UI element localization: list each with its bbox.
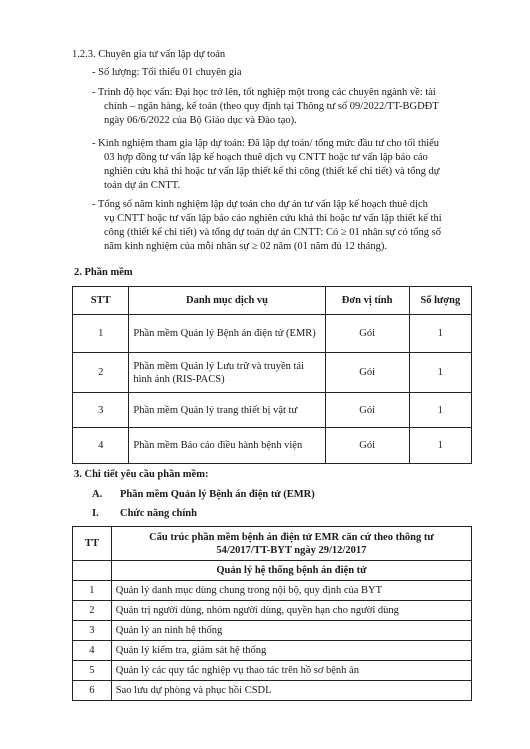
table-row (73, 428, 472, 464)
cell-unit: Gói (325, 353, 409, 393)
table-header-row (73, 287, 472, 315)
col-header-service: Danh mục dịch vụ (129, 287, 325, 315)
bullet-line: - Trình độ học vấn: Đại học trở lên, tốt nghiệp một trong các chuyên ngành về: tài (92, 87, 436, 98)
cell-function: Quản trị người dùng, nhóm người dùng, quyền hạn cho người dùng (111, 601, 471, 621)
table-header-row (73, 527, 472, 561)
cell-service: Phần mềm Báo cáo điều hành bệnh viện (129, 428, 325, 464)
bullet-quantity (92, 66, 492, 80)
table-row (73, 681, 472, 701)
bullet-total-years (92, 198, 492, 254)
subsection-title-i: Chức năng chính (120, 508, 197, 519)
bullet-line: công (thiết kế chi tiết) và tổng dự toán dự án CNTT: Có ≥ 01 nhân sự có tổng số (104, 227, 441, 238)
table-row (73, 353, 472, 393)
cell-stt: 2 (73, 353, 129, 393)
bullet-line: ngày 06/6/2022 của Bộ Giáo dục và Đào tạo). (104, 115, 297, 126)
cell-tt: 2 (73, 601, 112, 621)
subsection-title-a: Phần mềm Quản lý Bệnh án điện tử (EMR) (120, 489, 315, 500)
col-header-structure (111, 527, 471, 561)
cell-function: Quản lý kiểm tra, giám sát hệ thống (111, 641, 471, 661)
table-row (73, 601, 472, 621)
cell-function: Quản lý các quy tắc nghiệp vụ thao tác trên hồ sơ bệnh án (111, 661, 471, 681)
cell-tt: 6 (73, 681, 112, 701)
bullet-education (92, 86, 492, 128)
cell-function: Sao lưu dự phòng và phục hồi CSDL (111, 681, 471, 701)
cell-service: Phần mềm Quản lý Bệnh án điện tử (EMR) (129, 315, 325, 353)
cell-unit: Gói (325, 393, 409, 428)
cell-service-line: hình ảnh (RIS-PACS) (133, 373, 225, 385)
bullet-experience (92, 137, 492, 193)
table-row (73, 315, 472, 353)
table-row (73, 393, 472, 428)
cell-qty: 1 (409, 393, 471, 428)
cell-stt: 4 (73, 428, 129, 464)
software-table (72, 286, 472, 464)
table-row (73, 581, 472, 601)
col-header-unit: Đơn vị tính (325, 287, 409, 315)
cell-unit: Gói (325, 315, 409, 353)
cell-tt: 5 (73, 661, 112, 681)
cell-stt: 1 (73, 315, 129, 353)
cell-tt: 4 (73, 641, 112, 661)
subsection-label-a: A. (92, 489, 103, 500)
table-group-row (73, 561, 472, 581)
bullet-line: nghiên cứu khả thi hoặc tư vấn lập thiết kế thi công (thiết kế chi tiết) và tổng dự (104, 166, 440, 177)
cell-qty: 1 (409, 428, 471, 464)
bullet-line: 03 hợp đồng tư vấn lập kế hoạch thuê dịch vụ CNTT hoặc tư vấn lập báo cáo (104, 152, 428, 163)
cell-qty: 1 (409, 315, 471, 353)
table-row (73, 641, 472, 661)
cell-service (129, 353, 325, 393)
bullet-line: - Tổng số năm kinh nghiệm lập dự toán cho dự án tư vấn lập kế hoạch thuê dịch (92, 199, 428, 210)
bullet-line: vụ CNTT hoặc tư vấn lập báo cáo nghiên cứu khả thi hoặc tư vấn lập thiết kế thi (104, 213, 442, 224)
cell-stt: 3 (73, 393, 129, 428)
section-heading-3: 3. Chi tiết yêu cầu phần mềm: (74, 469, 209, 480)
bullet-line: chính – ngân hàng, kế toán (theo quy định tại Thông tư số 09/2022/TT-BGDĐT (104, 101, 439, 112)
bullet-line: - Số lượng: Tối thiểu 01 chuyên gia (92, 67, 242, 78)
cell-unit: Gói (325, 428, 409, 464)
cell-group-title: Quản lý hệ thống bệnh án điện tử (111, 561, 471, 581)
col-header-stt: STT (73, 287, 129, 315)
subsection-label-i: I. (92, 508, 99, 519)
bullet-line: năm kinh nghiệm của mỗi nhân sự ≥ 02 năm (01 năm đủ 12 tháng). (104, 241, 387, 252)
table-row (73, 621, 472, 641)
cell-service: Phần mềm Quản lý trang thiết bị vật tư (129, 393, 325, 428)
col-header-tt: TT (73, 527, 112, 561)
col-header-structure-line: 54/2017/TT-BYT ngày 29/12/2017 (216, 544, 367, 556)
col-header-qty: Số lượng (409, 287, 471, 315)
cell-qty: 1 (409, 353, 471, 393)
bullet-line: - Kinh nghiệm tham gia lập dự toán: Đã lập dự toán/ tổng mức đầu tư cho tối thiểu (92, 138, 440, 149)
section-heading-1-2-3: 1.2.3. Chuyên gia tư vấn lập dự toán (72, 49, 226, 60)
cell-function: Quản lý an ninh hệ thống (111, 621, 471, 641)
cell-service-line: Phần mềm Quản lý Lưu trữ và truyền tải (133, 360, 304, 372)
emr-function-table (72, 526, 472, 701)
bullet-line: toán dự án CNTT. (104, 180, 181, 191)
cell-tt: 3 (73, 621, 112, 641)
cell-tt: 1 (73, 581, 112, 601)
cell-empty (73, 561, 112, 581)
table-row (73, 661, 472, 681)
col-header-structure-line: Cấu trúc phần mềm bệnh án điện tử EMR căn cứ theo thông tư (149, 531, 434, 543)
cell-function: Quản lý danh mục dùng chung trong nội bộ, quy định của BYT (111, 581, 471, 601)
section-heading-2: 2. Phần mềm (74, 267, 133, 278)
